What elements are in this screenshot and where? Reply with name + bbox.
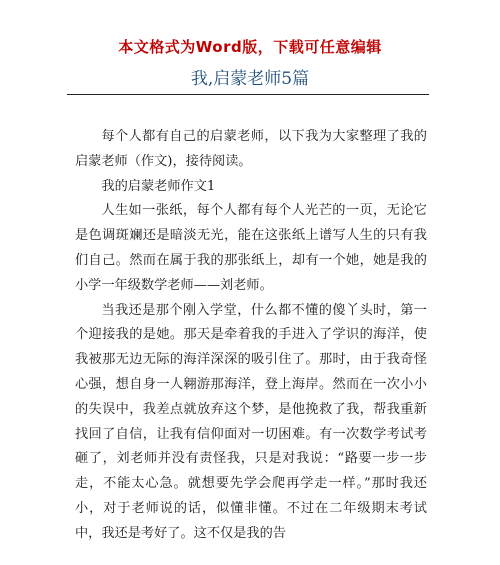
title-divider [67,94,429,95]
intro-paragraph: 每个人都有自己的启蒙老师，以下我为大家整理了我的启蒙老师（作文)，接待阅读。 [75,129,427,169]
download-banner: 本文格式为Word版，下载可任意编辑 [118,38,382,56]
body-paragraph: 人生如一张纸，每个人都有每个人光芒的一页，无论它是色调斑斓还是暗淡无光，能在这张纸上谱写人生的只有我们自己。然而在属于我的那张纸上，却有一个她，她是我的小学一年级数学老师——刘老师。 [75,203,427,293]
document-body [75,125,427,547]
body-paragraph: 当我还是那个刚入学堂，什么都不懂的傻丫头时，第一个迎接我的是她。那天是牵着我的手进入了学识的海洋，使我被那无边无际的海洋深深的吸引住了。那时，由于我奇怪心强，想自身一人翱游那海洋，登上海岸。然而在一次小小的失误中，我差点就放弃这个梦，是他挽救了我，帮我重新找回了自信，让我有信仰面对一切困难。有一次数学考试考砸了，刘老师并没有责怪我，只是对我说：“路要一步一步走，不能太心急。就想要先学会爬再学走一样。”那时我还小，对于老师说的话，似懂非懂。不过在二年级期末考试中，我还是考好了。这不仅是我的告 [75,302,427,541]
section-heading: 我的启蒙老师作文1 [101,178,216,194]
document-title: 我,启蒙老师5篇 [190,69,310,89]
